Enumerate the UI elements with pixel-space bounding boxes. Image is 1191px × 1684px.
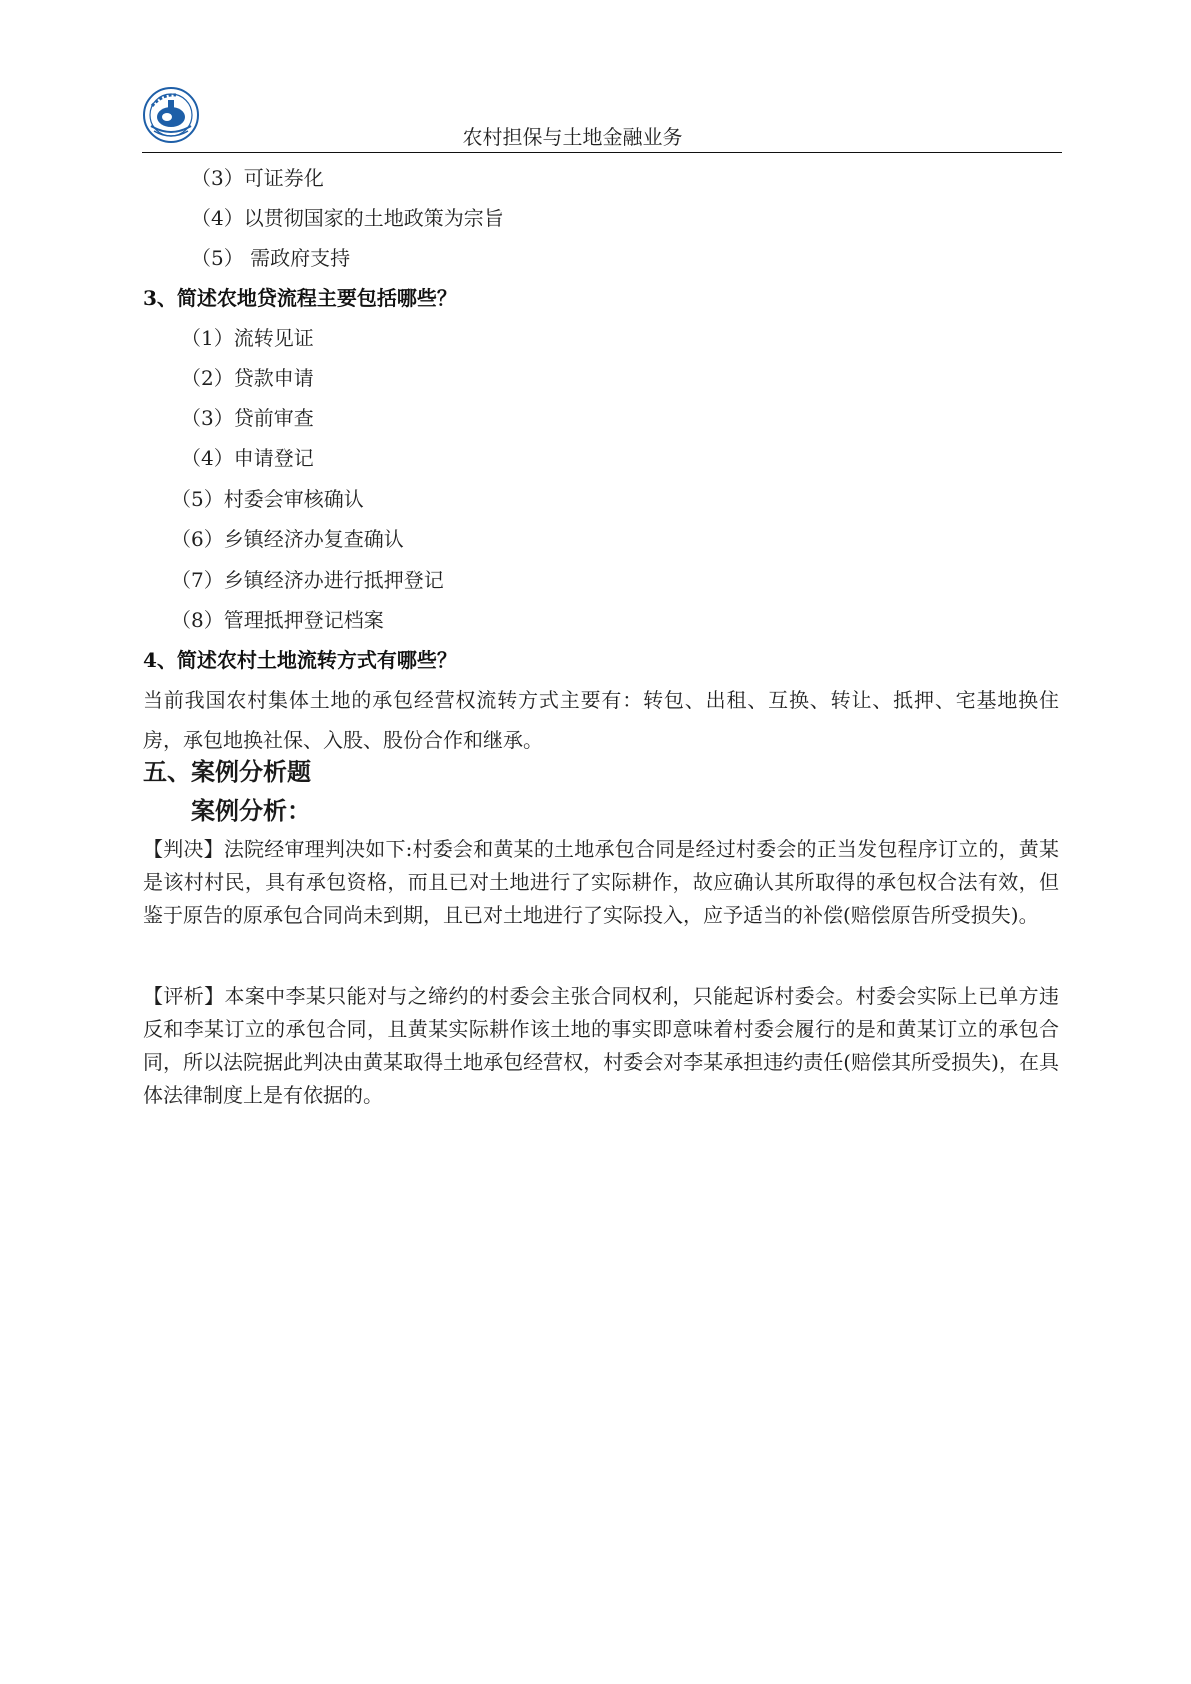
list-item: （1）流转见证 <box>181 326 314 350</box>
header-divider <box>142 152 1062 153</box>
section-heading: 五、案例分析题 <box>143 757 311 786</box>
question-3-title: 3、简述农地贷流程主要包括哪些？ <box>143 286 457 310</box>
list-item: （8）管理抵押登记档案 <box>171 608 384 632</box>
list-item: （3）可证券化 <box>191 166 324 190</box>
list-item: （4）申请登记 <box>181 446 314 470</box>
list-item: （7）乡镇经济办进行抵押登记 <box>171 568 444 592</box>
question-4-title: 4、简述农村土地流转方式有哪些？ <box>143 648 457 672</box>
list-item: （5） 需政府支持 <box>191 246 351 270</box>
running-header: 农村担保与土地金融业务 <box>462 125 683 149</box>
commentary-paragraph: 【评析】本案中李某只能对与之缔约的村委会主张合同权利，只能起诉村委会。村委会实际上已单方违反和李某订立的承包合同，且黄某实际耕作该土地的事实即意味着村委会履行的是和黄某订立的承包合同，所以法院据此判决由黄某取得土地承包经营权，村委会对李某承担违约责任(赔偿其所受损失)，在具体法律制度上是有依据的。 <box>143 984 1059 1107</box>
question-4-answer: 当前我国农村集体土地的承包经营权流转方式主要有：转包、出租、互换、转让、抵押、宅基地换住房，承包地换社保、入股、股份合作和继承。 <box>143 688 1059 752</box>
list-item: （4）以贯彻国家的土地政策为宗旨 <box>191 206 504 230</box>
school-emblem-icon <box>142 86 200 144</box>
judgment-paragraph: 【判决】法院经审理判决如下:村委会和黄某的土地承包合同是经过村委会的正当发包程序订立的，黄某是该村村民，具有承包资格，而且已对土地进行了实际耕作，故应确认其所取得的承包权合法有效，但鉴于原告的原承包合同尚未到期，且已对土地进行了实际投入，应予适当的补偿(赔偿原告所受损失)。 <box>143 837 1059 927</box>
list-item: （6）乡镇经济办复查确认 <box>171 527 404 551</box>
case-analysis-heading: 案例分析： <box>191 796 311 825</box>
list-item: （2）贷款申请 <box>181 366 314 390</box>
list-item: （3）贷前审查 <box>181 406 314 430</box>
list-item: （5）村委会审核确认 <box>171 487 364 511</box>
